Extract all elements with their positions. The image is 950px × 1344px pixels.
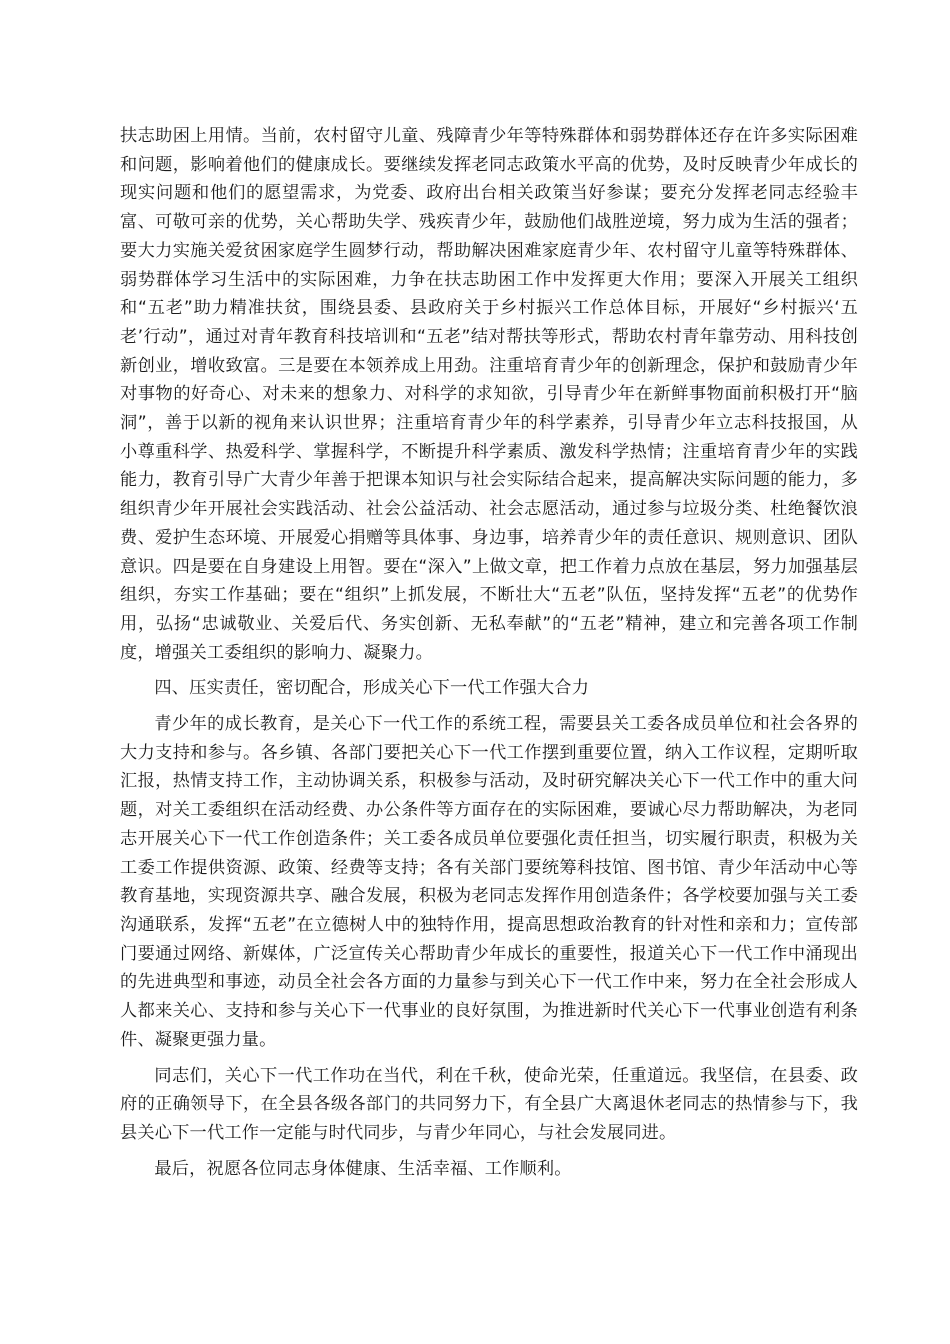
section-heading-four: 四、压实责任，密切配合，形成关心下一代工作强大合力 bbox=[154, 678, 590, 699]
body-paragraph-conclusion: 同志们，关心下一代工作功在当代，利在千秋，使命光荣，任重道远。我坚信，在县委、政府的正确领导下，在全县各级各部门的共同努力下，有全县广大离退休老同志的热情参与下，我县关心下一代工作一定能与时代同步，与青少年同心，与社会发展同进。 bbox=[120, 1065, 858, 1143]
body-paragraph-closing-wishes: 最后，祝愿各位同志身体健康、生活幸福、工作顺利。 bbox=[154, 1158, 572, 1179]
body-paragraph-continued: 扶志助困上用情。当前，农村留守儿童、残障青少年等特殊群体和弱势群体还存在许多实际困难和问题，影响着他们的健康成长。要继续发挥老同志政策水平高的优势，及时反映青少年成长的现实问题和他们的愿望需求，为党委、政府出台相关政策当好参谋；要充分发挥老同志经验丰富、可敬可亲的优势，关心帮助失学、残疾青少年，鼓励他们战胜逆境，努力成为生活的强者；要大力实施关爱贫困家庭学生圆梦行动，帮助解决困难家庭青少年、农村留守儿童等特殊群体、弱势群体学习生活中的实际困难，力争在扶志助困工作中发挥更大作用；要深入开展关工组织和“五老”助力精准扶贫，围绕县委、县政府关于乡村振兴工作总体目标，开展好“乡村振兴‘五老’行动”，通过对青年教育科技培训和“五老”结对帮扶等形式，帮助农村青年靠劳动、用科技创新创业，增收致富。三是要在本领养成上用劲。注重培育青少年的创新理念，保护和鼓励青少年对事物的好奇心、对未来的想象力、对科学的求知欲，引导青少年在新鲜事物面前积极打开“脑洞”，善于以新的视角来认识世界；注重培育青少年的科学素养，引导青少年立志科技报国，从小尊重科学、热爱科学、掌握科学，不断提升科学素质、激发科学热情；注重培育青少年的实践能力，教育引导广大青少年善于把课本知识与社会实际结合起来，提高解决实际问题的能力，多组织青少年开展社会实践活动、社会公益活动、社会志愿活动，通过参与垃圾分类、杜绝餐饮浪费、爱护生态环境、开展爱心捐赠等具体事、身边事，培养青少年的责任意识、规则意识、团队意识。四是要在自身建设上用智。要在“深入”上做文章，把工作着力点放在基层，努力加强基层组织，夯实工作基础；要在“组织”上抓发展，不断壮大“五老”队伍，坚持发挥“五老”的优势作用，弘扬“忠诚敬业、关爱后代、务实创新、无私奉献”的“五老”精神，建立和完善各项工作制度，增强关工委组织的影响力、凝聚力。 bbox=[120, 126, 858, 663]
body-paragraph-cooperation: 青少年的成长教育，是关心下一代工作的系统工程，需要县关工委各成员单位和社会各界的大力支持和参与。各乡镇、各部门要把关心下一代工作摆到重要位置，纳入工作议程，定期听取汇报，热情支持工作，主动协调关系，积极参与活动，及时研究解决关心下一代工作中的重大问题，对关工委组织在活动经费、办公条件等方面存在的实际困难，要诚心尽力帮助解决，为老同志开展关心下一代工作创造条件；关工委各成员单位要强化责任担当，切实履行职责，积极为关工委工作提供资源、政策、经费等支持；各有关部门要统筹科技馆、图书馆、青少年活动中心等教育基地，实现资源共享、融合发展，积极为老同志发挥作用创造条件；各学校要加强与关工委沟通联系，发挥“五老”在立德树人中的独特作用，提高思想政治教育的针对性和亲和力；宣传部门要通过网络、新媒体，广泛宣传关心帮助青少年成长的重要性，报道关心下一代工作中涌现出的先进典型和事迹，动员全社会各方面的力量参与到关心下一代工作中来，努力在全社会形成人人都来关心、支持和参与关心下一代事业的良好氛围，为推进新时代关心下一代事业创造有利条件、凝聚更强力量。 bbox=[120, 714, 858, 1050]
document-body bbox=[120, 122, 858, 1183]
